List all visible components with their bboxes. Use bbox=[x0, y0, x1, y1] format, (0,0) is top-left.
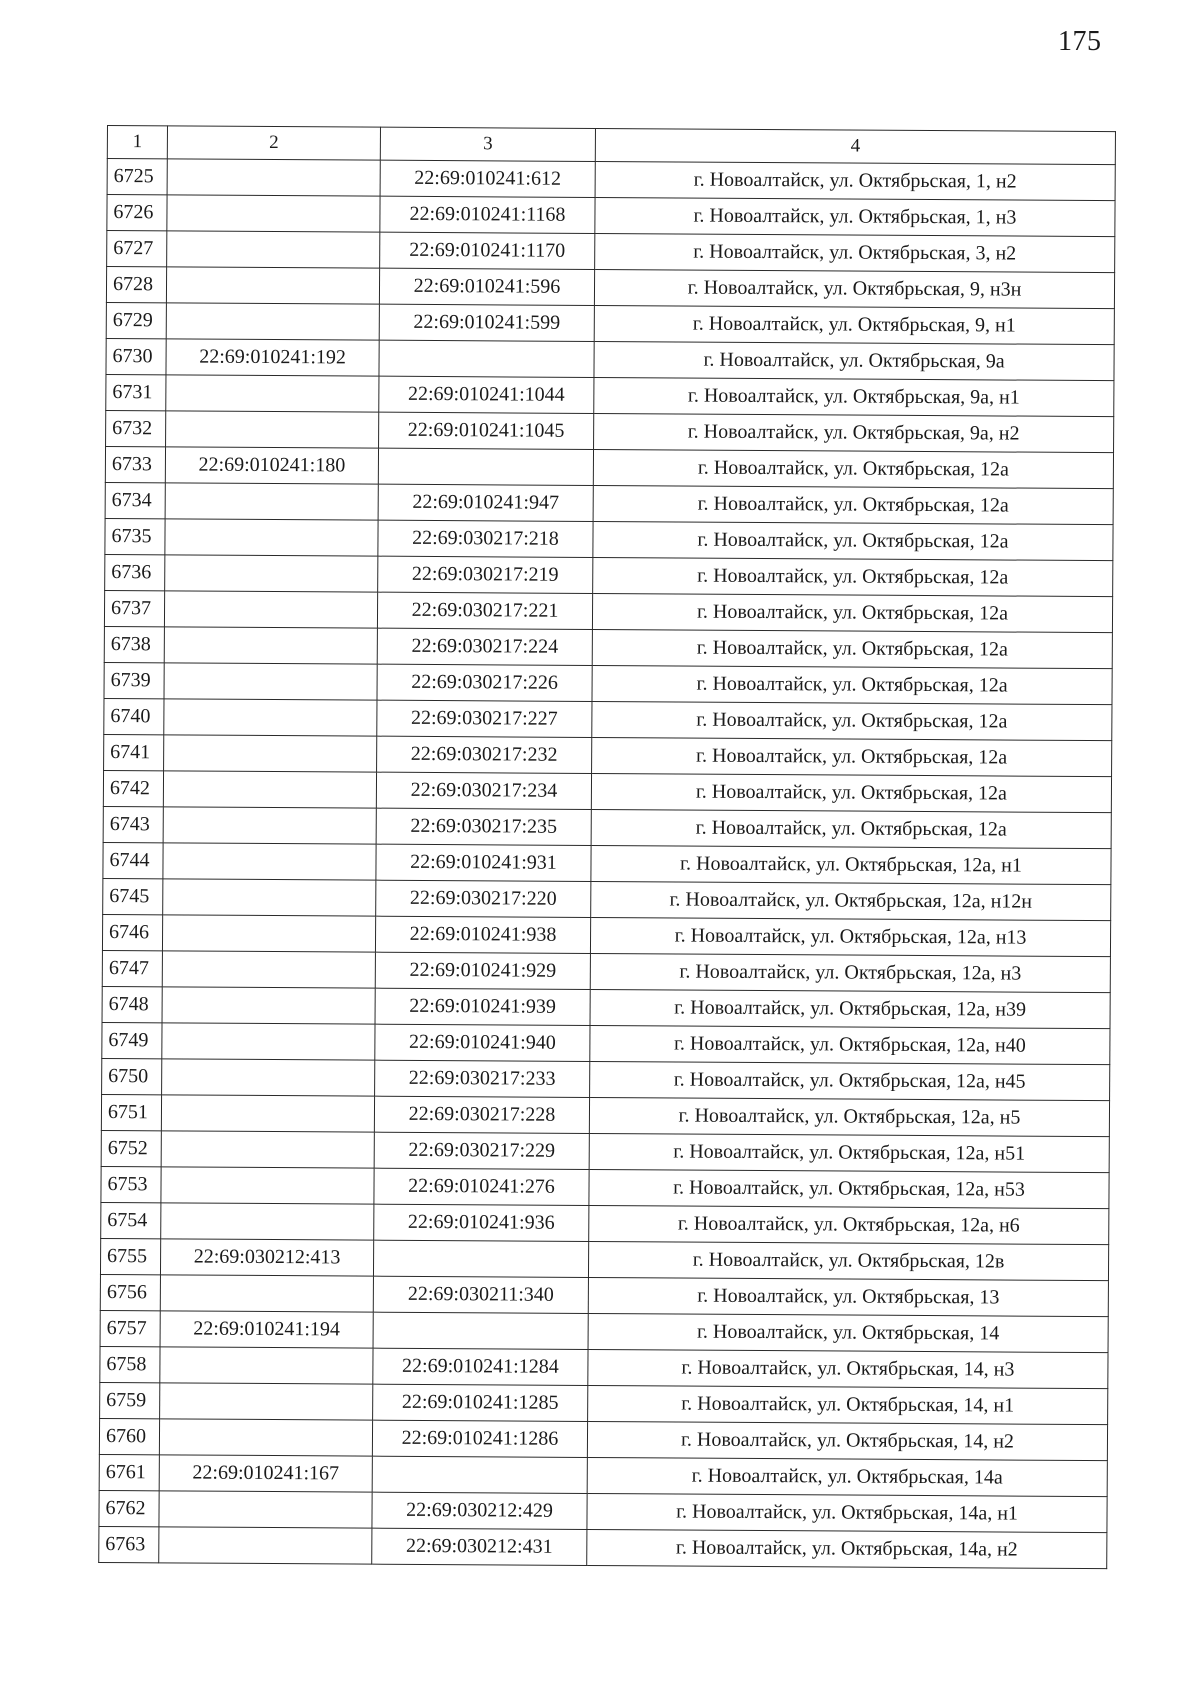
table-row bbox=[102, 1058, 1110, 1100]
table-row bbox=[101, 1130, 1109, 1172]
table-row bbox=[99, 1418, 1107, 1460]
parcel-number-cell bbox=[160, 1383, 373, 1420]
object-number-cell: 22:69:030217:232 bbox=[377, 736, 592, 773]
table-row bbox=[106, 374, 1114, 416]
parcel-number-cell bbox=[161, 1203, 374, 1240]
parcel-number-cell bbox=[165, 555, 378, 592]
address-cell: г. Новоалтайск, ул. Октябрьская, 12а, н12н bbox=[591, 881, 1111, 920]
table-row bbox=[99, 1490, 1107, 1532]
parcel-number-cell bbox=[160, 1347, 373, 1384]
table-row bbox=[104, 662, 1112, 704]
address-cell: г. Новоалтайск, ул. Октябрьская, 9, н3н bbox=[594, 269, 1114, 308]
parcel-number-cell bbox=[162, 987, 375, 1024]
address-cell: г. Новоалтайск, ул. Октябрьская, 12в bbox=[588, 1241, 1108, 1280]
row-number-cell: 6741 bbox=[104, 734, 164, 770]
address-cell: г. Новоалтайск, ул. Октябрьская, 14, н1 bbox=[588, 1385, 1108, 1424]
parcel-number-cell bbox=[161, 1167, 374, 1204]
object-number-cell bbox=[373, 1240, 588, 1277]
parcel-number-cell: 22:69:010241:192 bbox=[166, 339, 379, 376]
parcel-number-cell bbox=[165, 519, 378, 556]
object-number-cell: 22:69:030217:220 bbox=[376, 880, 591, 917]
table-row bbox=[106, 267, 1114, 309]
row-number-cell: 6745 bbox=[103, 878, 163, 914]
parcel-number-cell bbox=[164, 735, 377, 772]
address-cell: г. Новоалтайск, ул. Октябрьская, 14, н3 bbox=[588, 1349, 1108, 1388]
object-number-cell: 22:69:010241:947 bbox=[378, 484, 593, 521]
table-row bbox=[100, 1238, 1108, 1280]
address-cell: г. Новоалтайск, ул. Октябрьская, 12а bbox=[593, 449, 1113, 488]
table-row bbox=[107, 231, 1115, 273]
object-number-cell bbox=[378, 448, 593, 485]
row-number-cell: 6730 bbox=[106, 338, 166, 374]
object-number-cell: 22:69:010241:276 bbox=[374, 1168, 589, 1205]
table-body bbox=[99, 159, 1116, 1569]
object-number-cell: 22:69:030217:235 bbox=[376, 808, 591, 845]
address-cell: г. Новоалтайск, ул. Октябрьская, 9, н1 bbox=[594, 305, 1114, 344]
object-number-cell: 22:69:010241:596 bbox=[379, 268, 594, 305]
row-number-cell: 6735 bbox=[105, 518, 165, 554]
table-row bbox=[105, 446, 1113, 488]
table-row bbox=[103, 878, 1111, 920]
table-row bbox=[100, 1310, 1108, 1352]
address-cell: г. Новоалтайск, ул. Октябрьская, 12а bbox=[593, 485, 1113, 524]
parcel-number-cell bbox=[160, 1275, 373, 1312]
address-cell: г. Новоалтайск, ул. Октябрьская, 12а bbox=[592, 593, 1112, 632]
address-cell: г. Новоалтайск, ул. Октябрьская, 12а bbox=[591, 809, 1111, 848]
column-header-4: 4 bbox=[595, 128, 1115, 164]
row-number-cell: 6732 bbox=[106, 410, 166, 446]
object-number-cell: 22:69:030217:228 bbox=[374, 1096, 589, 1133]
parcel-number-cell bbox=[162, 1059, 375, 1096]
parcel-number-cell bbox=[166, 411, 379, 448]
table-row bbox=[103, 770, 1111, 812]
object-number-cell: 22:69:010241:939 bbox=[375, 988, 590, 1025]
parcel-number-cell bbox=[166, 303, 379, 340]
address-cell: г. Новоалтайск, ул. Октябрьская, 9а, н2 bbox=[594, 413, 1114, 452]
row-number-cell: 6756 bbox=[100, 1274, 160, 1310]
address-cell: г. Новоалтайск, ул. Октябрьская, 3, н2 bbox=[595, 233, 1115, 272]
address-cell: г. Новоалтайск, ул. Октябрьская, 12а, н53 bbox=[589, 1169, 1109, 1208]
object-number-cell: 22:69:030217:227 bbox=[377, 700, 592, 737]
table-row bbox=[99, 1454, 1107, 1496]
table-row bbox=[104, 626, 1112, 668]
table-row bbox=[103, 842, 1111, 884]
object-number-cell: 22:69:030217:233 bbox=[375, 1060, 590, 1097]
row-number-cell: 6729 bbox=[106, 302, 166, 338]
object-number-cell: 22:69:010241:931 bbox=[376, 844, 591, 881]
row-number-cell: 6749 bbox=[102, 1022, 162, 1058]
table-row bbox=[107, 195, 1115, 237]
address-cell: г. Новоалтайск, ул. Октябрьская, 14, н2 bbox=[587, 1421, 1107, 1460]
object-number-cell: 22:69:030217:218 bbox=[378, 520, 593, 557]
table-row bbox=[101, 1094, 1109, 1136]
row-number-cell: 6731 bbox=[106, 374, 166, 410]
row-number-cell: 6742 bbox=[103, 770, 163, 806]
parcel-number-cell bbox=[165, 483, 378, 520]
row-number-cell: 6744 bbox=[103, 842, 163, 878]
row-number-cell: 6728 bbox=[106, 267, 166, 303]
object-number-cell: 22:69:030217:229 bbox=[374, 1132, 589, 1169]
table-row bbox=[99, 1526, 1107, 1568]
object-number-cell: 22:69:030212:431 bbox=[372, 1528, 587, 1565]
table-row bbox=[100, 1346, 1108, 1388]
row-number-cell: 6740 bbox=[104, 698, 164, 734]
parcel-number-cell bbox=[163, 843, 376, 880]
parcel-number-cell bbox=[163, 807, 376, 844]
address-cell: г. Новоалтайск, ул. Октябрьская, 12а, н6 bbox=[589, 1205, 1109, 1244]
parcel-number-cell bbox=[164, 663, 377, 700]
address-cell: г. Новоалтайск, ул. Октябрьская, 12а, н40 bbox=[590, 1025, 1110, 1064]
parcel-number-cell bbox=[162, 951, 375, 988]
parcel-number-cell bbox=[159, 1527, 372, 1564]
address-cell: г. Новоалтайск, ул. Октябрьская, 12а, н3 bbox=[590, 953, 1110, 992]
table-row bbox=[104, 734, 1112, 776]
row-number-cell: 6751 bbox=[101, 1094, 161, 1130]
address-cell: г. Новоалтайск, ул. Октябрьская, 12а, н39 bbox=[590, 989, 1110, 1028]
address-cell: г. Новоалтайск, ул. Октябрьская, 14а, н1 bbox=[587, 1493, 1107, 1532]
row-number-cell: 6759 bbox=[100, 1382, 160, 1418]
table-row bbox=[100, 1274, 1108, 1316]
column-header-3: 3 bbox=[380, 127, 595, 161]
object-number-cell: 22:69:010241:938 bbox=[375, 916, 590, 953]
address-cell: г. Новоалтайск, ул. Октябрьская, 12а, н45 bbox=[590, 1061, 1110, 1100]
object-number-cell: 22:69:030217:226 bbox=[377, 664, 592, 701]
row-number-cell: 6754 bbox=[101, 1202, 161, 1238]
address-cell: г. Новоалтайск, ул. Октябрьская, 14 bbox=[588, 1313, 1108, 1352]
row-number-cell: 6726 bbox=[107, 195, 167, 231]
address-cell: г. Новоалтайск, ул. Октябрьская, 12а bbox=[592, 665, 1112, 704]
row-number-cell: 6758 bbox=[100, 1346, 160, 1382]
row-number-cell: 6748 bbox=[102, 986, 162, 1022]
parcel-number-cell: 22:69:010241:167 bbox=[159, 1455, 372, 1492]
parcel-number-cell bbox=[161, 1131, 374, 1168]
object-number-cell bbox=[373, 1312, 588, 1349]
address-cell: г. Новоалтайск, ул. Октябрьская, 12а, н1 bbox=[591, 845, 1111, 884]
object-number-cell bbox=[379, 340, 594, 377]
row-number-cell: 6746 bbox=[102, 914, 162, 950]
table-row bbox=[105, 554, 1113, 596]
object-number-cell: 22:69:010241:1168 bbox=[380, 196, 595, 233]
parcel-number-cell bbox=[167, 195, 380, 232]
column-header-1: 1 bbox=[107, 126, 167, 159]
object-number-cell: 22:69:010241:1044 bbox=[379, 376, 594, 413]
row-number-cell: 6752 bbox=[101, 1130, 161, 1166]
object-number-cell: 22:69:010241:599 bbox=[379, 304, 594, 341]
row-number-cell: 6727 bbox=[107, 231, 167, 267]
address-cell: г. Новоалтайск, ул. Октябрьская, 12а bbox=[592, 629, 1112, 668]
address-cell: г. Новоалтайск, ул. Октябрьская, 13 bbox=[588, 1277, 1108, 1316]
object-number-cell: 22:69:030217:224 bbox=[377, 628, 592, 665]
table-row bbox=[102, 986, 1110, 1028]
object-number-cell: 22:69:030217:219 bbox=[378, 556, 593, 593]
parcel-number-cell bbox=[159, 1491, 372, 1528]
parcel-number-cell bbox=[161, 1095, 374, 1132]
object-number-cell bbox=[372, 1456, 587, 1493]
parcel-number-cell bbox=[167, 159, 380, 196]
address-cell: г. Новоалтайск, ул. Октябрьская, 14а, н2 bbox=[587, 1529, 1107, 1568]
row-number-cell: 6753 bbox=[101, 1166, 161, 1202]
column-header-2: 2 bbox=[167, 126, 380, 160]
address-cell: г. Новоалтайск, ул. Октябрьская, 12а bbox=[592, 737, 1112, 776]
address-cell: г. Новоалтайск, ул. Октябрьская, 9а, н1 bbox=[594, 377, 1114, 416]
object-number-cell: 22:69:030211:340 bbox=[373, 1276, 588, 1313]
address-cell: г. Новоалтайск, ул. Октябрьская, 12а bbox=[592, 701, 1112, 740]
object-number-cell: 22:69:010241:1170 bbox=[380, 232, 595, 269]
table-row bbox=[106, 338, 1114, 380]
row-number-cell: 6736 bbox=[105, 554, 165, 590]
address-cell: г. Новоалтайск, ул. Октябрьская, 12а, н5 bbox=[589, 1097, 1109, 1136]
parcel-number-cell bbox=[162, 1023, 375, 1060]
address-cell: г. Новоалтайск, ул. Октябрьская, 1, н3 bbox=[595, 197, 1115, 236]
page-number: 175 bbox=[1058, 26, 1102, 57]
parcel-number-cell bbox=[167, 231, 380, 268]
row-number-cell: 6734 bbox=[105, 482, 165, 518]
row-number-cell: 6760 bbox=[99, 1418, 159, 1454]
object-number-cell: 22:69:030217:234 bbox=[376, 772, 591, 809]
row-number-cell: 6762 bbox=[99, 1490, 159, 1526]
row-number-cell: 6743 bbox=[103, 806, 163, 842]
table-row bbox=[105, 482, 1113, 524]
parcel-number-cell: 22:69:010241:194 bbox=[160, 1311, 373, 1348]
object-number-cell: 22:69:030217:221 bbox=[377, 592, 592, 629]
row-number-cell: 6763 bbox=[99, 1526, 159, 1562]
row-number-cell: 6737 bbox=[104, 590, 164, 626]
table-row bbox=[106, 410, 1114, 452]
parcel-number-cell bbox=[164, 627, 377, 664]
address-cell: г. Новоалтайск, ул. Октябрьская, 9а bbox=[594, 341, 1114, 380]
table-row bbox=[106, 302, 1114, 344]
table-row bbox=[105, 518, 1113, 560]
address-cell: г. Новоалтайск, ул. Октябрьская, 12а, н51 bbox=[589, 1133, 1109, 1172]
object-number-cell: 22:69:010241:940 bbox=[375, 1024, 590, 1061]
object-number-cell: 22:69:010241:612 bbox=[380, 160, 595, 197]
address-cell: г. Новоалтайск, ул. Октябрьская, 12а, н13 bbox=[590, 917, 1110, 956]
row-number-cell: 6757 bbox=[100, 1310, 160, 1346]
table-row bbox=[107, 159, 1115, 201]
object-number-cell: 22:69:010241:1285 bbox=[373, 1384, 588, 1421]
table-row bbox=[104, 590, 1112, 632]
parcel-number-cell: 22:69:010241:180 bbox=[165, 447, 378, 484]
object-number-cell: 22:69:010241:1286 bbox=[372, 1420, 587, 1457]
parcel-number-cell bbox=[163, 879, 376, 916]
table-row bbox=[102, 1022, 1110, 1064]
row-number-cell: 6755 bbox=[100, 1238, 160, 1274]
table-row bbox=[104, 698, 1112, 740]
address-cell: г. Новоалтайск, ул. Октябрьская, 12а bbox=[593, 521, 1113, 560]
address-cell: г. Новоалтайск, ул. Октябрьская, 12а bbox=[591, 773, 1111, 812]
row-number-cell: 6725 bbox=[107, 159, 167, 195]
object-number-cell: 22:69:030212:429 bbox=[372, 1492, 587, 1529]
object-number-cell: 22:69:010241:936 bbox=[374, 1204, 589, 1241]
table-row bbox=[102, 950, 1110, 992]
row-number-cell: 6738 bbox=[104, 626, 164, 662]
row-number-cell: 6733 bbox=[105, 446, 165, 482]
parcel-number-cell bbox=[164, 699, 377, 736]
object-number-cell: 22:69:010241:929 bbox=[375, 952, 590, 989]
table-row bbox=[101, 1166, 1109, 1208]
object-number-cell: 22:69:010241:1045 bbox=[379, 412, 594, 449]
parcel-number-cell bbox=[166, 267, 379, 304]
table-row bbox=[101, 1202, 1109, 1244]
parcel-number-cell bbox=[166, 375, 379, 412]
table-row bbox=[102, 914, 1110, 956]
register-table bbox=[98, 125, 1116, 1569]
table-row bbox=[100, 1382, 1108, 1424]
parcel-number-cell bbox=[164, 591, 377, 628]
parcel-number-cell bbox=[162, 915, 375, 952]
row-number-cell: 6747 bbox=[102, 950, 162, 986]
object-number-cell: 22:69:010241:1284 bbox=[373, 1348, 588, 1385]
row-number-cell: 6750 bbox=[102, 1058, 162, 1094]
address-cell: г. Новоалтайск, ул. Октябрьская, 12а bbox=[593, 557, 1113, 596]
table-row bbox=[103, 806, 1111, 848]
row-number-cell: 6739 bbox=[104, 662, 164, 698]
row-number-cell: 6761 bbox=[99, 1454, 159, 1490]
parcel-number-cell bbox=[163, 771, 376, 808]
parcel-number-cell bbox=[159, 1419, 372, 1456]
parcel-number-cell: 22:69:030212:413 bbox=[160, 1239, 373, 1276]
address-cell: г. Новоалтайск, ул. Октябрьская, 1, н2 bbox=[595, 161, 1115, 200]
address-cell: г. Новоалтайск, ул. Октябрьская, 14а bbox=[587, 1457, 1107, 1496]
